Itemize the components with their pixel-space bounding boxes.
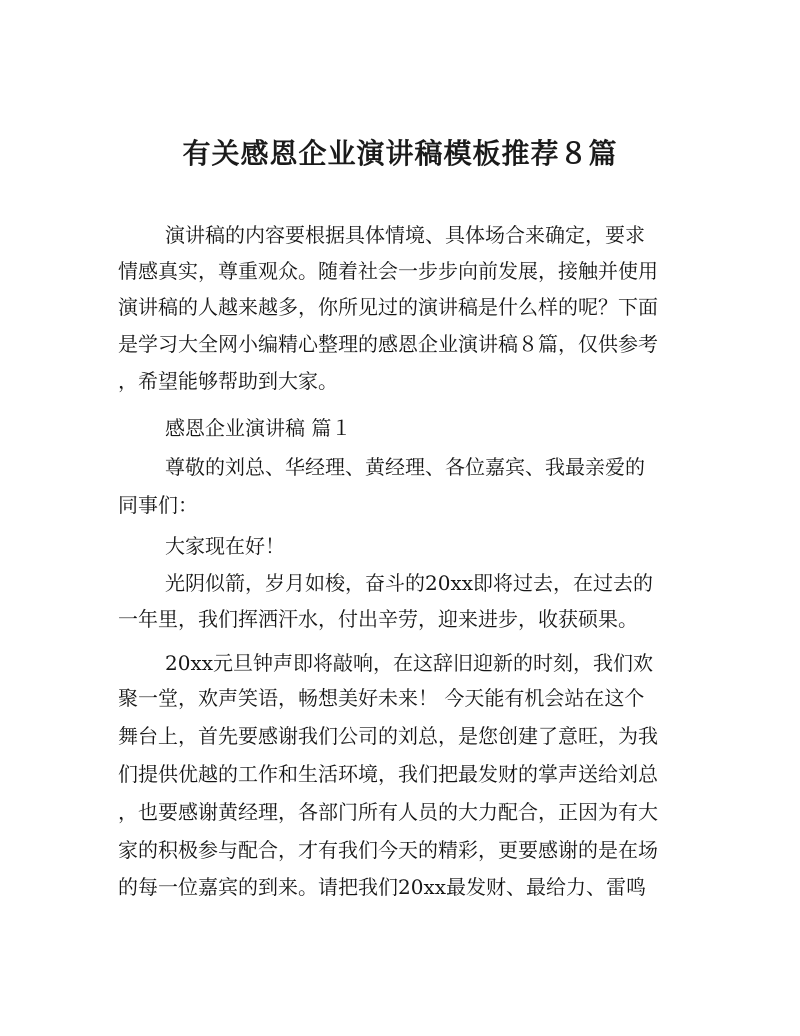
document-title: 有关感恩企业演讲稿模板推荐８篇 [182,137,618,170]
paragraph-line: 同事们： [118,493,198,517]
paragraph-line: 一年里，我们挥洒汗水，付出辛劳，迎来进步，收获硕果。 [118,607,638,631]
paragraph-line: ，也要感谢黄经理，各部门所有人员的大力配合，正因为有大 [118,800,658,824]
section-heading: 感恩企业演讲稿 篇１ [165,416,352,440]
paragraph-line: 大家现在好！ [165,534,285,558]
paragraph-line: 的每一位嘉宾的到来。请把我们20xx最发财、最给力、雷鸣 [118,875,647,899]
paragraph-line: 们提供优越的工作和生活环境，我们把最发财的掌声送给刘总 [118,762,658,786]
paragraph-line: 演讲稿的内容要根据具体情境、具体场合来确定，要求 [165,223,645,247]
paragraph-line: 情感真实，尊重观众。随着社会一步步向前发展，接触并使用 [118,259,658,283]
paragraph-line: 聚一堂，欢声笑语，畅想美好未来！ 今天能有机会站在这个 [118,686,645,710]
paragraph-line: 演讲稿的人越来越多，你所见过的演讲稿是什么样的呢？下面 [118,295,658,319]
paragraph-line: 尊敬的刘总、华经理、黄经理、各位嘉宾、我最亲爱的 [165,455,645,479]
paragraph-line: 光阴似箭，岁月如梭，奋斗的20xx即将过去，在过去的 [165,571,654,595]
paragraph-line: 舞台上，首先要感谢我们公司的刘总，是您创建了意旺，为我 [118,724,658,748]
paragraph-line: 20xx元旦钟声即将敲响，在这辞旧迎新的时刻，我们欢 [165,651,654,675]
paragraph-line: ，希望能够帮助到大家。 [118,369,338,393]
paragraph-line: 家的积极参与配合，才有我们今天的精彩，更要感谢的是在场 [118,838,658,862]
paragraph-line: 是学习大全网小编精心整理的感恩企业演讲稿８篇，仅供参考 [118,332,658,356]
